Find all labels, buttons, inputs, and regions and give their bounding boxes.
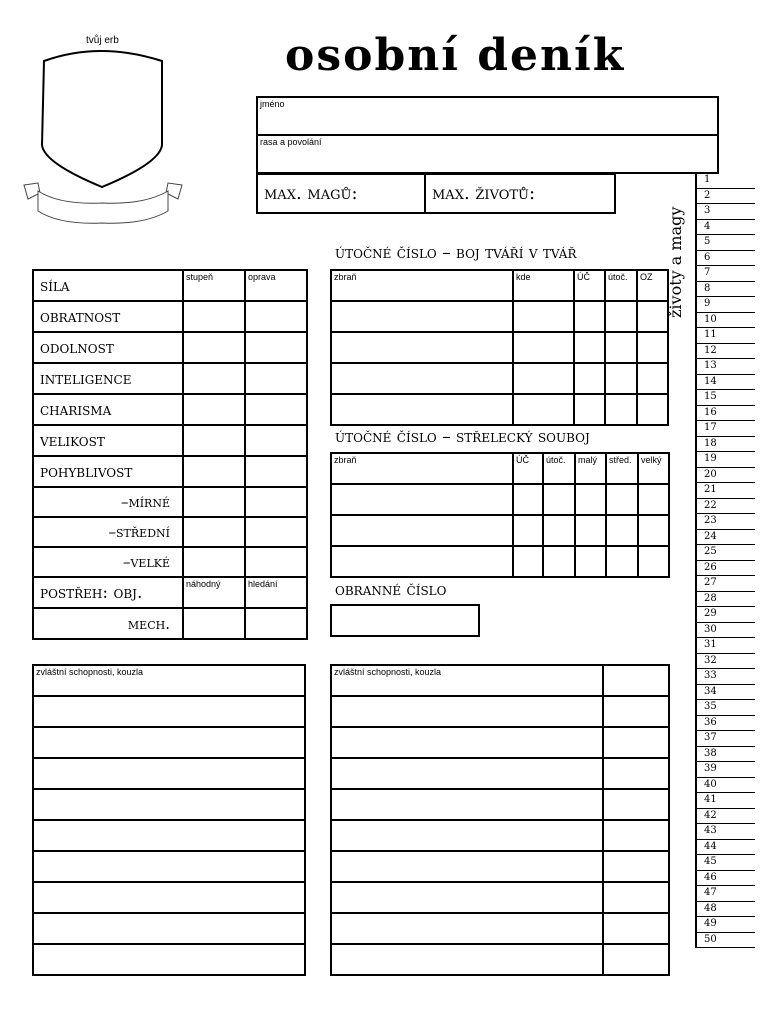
ability-cell[interactable]: [603, 944, 669, 975]
hp-track-cell[interactable]: 13: [697, 359, 755, 375]
ability-cell[interactable]: [603, 665, 669, 696]
melee-cell[interactable]: [637, 301, 668, 332]
attr-label: odolnost: [33, 332, 183, 363]
melee-cell[interactable]: [331, 332, 513, 363]
melee-cell[interactable]: [574, 301, 605, 332]
ability-cell[interactable]: [603, 851, 669, 882]
max-mana-label: max. magů:: [264, 183, 358, 204]
col-header: kde: [513, 270, 574, 301]
ranged-cell[interactable]: [513, 515, 543, 546]
hp-track: [695, 173, 755, 948]
ranged-cell[interactable]: [513, 484, 543, 515]
hp-track-cell[interactable]: 21: [697, 483, 755, 499]
hp-track-cell[interactable]: 14: [697, 375, 755, 391]
hp-track-cell[interactable]: 31: [697, 638, 755, 654]
attr-label: postřeh: obj.: [33, 577, 183, 608]
ability-row[interactable]: [331, 696, 603, 727]
ability-cell[interactable]: [603, 913, 669, 944]
col-header: útoč.: [543, 453, 575, 484]
melee-cell[interactable]: [513, 394, 574, 425]
ranged-title: útočné číslo – střelecký souboj: [335, 427, 590, 447]
hp-track-cell[interactable]: 49: [697, 917, 755, 933]
hp-track-cell[interactable]: 10: [697, 313, 755, 329]
hp-track-cell[interactable]: 38: [697, 747, 755, 763]
attr-label: inteligence: [33, 363, 183, 394]
hp-track-cell[interactable]: 27: [697, 576, 755, 592]
attr-cell[interactable]: [245, 456, 307, 487]
attr-label: obratnost: [33, 301, 183, 332]
col-header: oprava: [245, 270, 307, 301]
ability-row[interactable]: [33, 727, 305, 758]
attr-cell[interactable]: [183, 301, 245, 332]
attr-label: –střední: [33, 517, 183, 547]
attr-label: –velké: [33, 547, 183, 577]
hp-track-cell[interactable]: 18: [697, 437, 755, 453]
hp-track-cell[interactable]: 23: [697, 514, 755, 530]
attr-cell[interactable]: [183, 487, 245, 517]
ability-row[interactable]: [331, 944, 603, 975]
name-label: jméno: [260, 99, 285, 109]
ranged-cell[interactable]: [575, 484, 606, 515]
hp-track-cell[interactable]: 43: [697, 824, 755, 840]
hp-track-cell[interactable]: 46: [697, 871, 755, 887]
ranged-cell[interactable]: [331, 484, 513, 515]
col-header: střed.: [606, 453, 638, 484]
attr-cell[interactable]: [245, 425, 307, 456]
col-header: ÚČ: [513, 453, 543, 484]
ability-row[interactable]: [331, 913, 603, 944]
attr-cell[interactable]: [245, 608, 307, 639]
ability-row[interactable]: [33, 882, 305, 913]
hp-track-cell[interactable]: 3: [697, 204, 755, 220]
melee-cell[interactable]: [513, 363, 574, 394]
attr-cell[interactable]: [183, 332, 245, 363]
ranged-table: [330, 452, 670, 578]
hp-track-cell[interactable]: 47: [697, 886, 755, 902]
race-label: rasa a povolání: [260, 137, 322, 147]
melee-cell[interactable]: [605, 394, 637, 425]
attr-label: síla: [33, 270, 183, 301]
abilities-right-table: [330, 664, 670, 976]
hp-track-cell[interactable]: 45: [697, 855, 755, 871]
ability-cell[interactable]: [603, 696, 669, 727]
ranged-cell[interactable]: [331, 546, 513, 577]
ability-row[interactable]: [33, 913, 305, 944]
ranged-cell[interactable]: [513, 546, 543, 577]
page-title: osobní deník: [285, 30, 626, 81]
attr-cell[interactable]: [183, 547, 245, 577]
attr-cell[interactable]: [183, 517, 245, 547]
hp-track-cell[interactable]: 11: [697, 328, 755, 344]
hp-track-cell[interactable]: 33: [697, 669, 755, 685]
ability-row[interactable]: [331, 820, 603, 851]
melee-table: [330, 269, 669, 426]
ability-row[interactable]: [331, 851, 603, 882]
ability-row[interactable]: [33, 696, 305, 727]
ability-cell[interactable]: [603, 882, 669, 913]
hp-track-cell[interactable]: 7: [697, 266, 755, 282]
ability-cell[interactable]: [603, 789, 669, 820]
ranged-cell[interactable]: [543, 515, 575, 546]
attr-label: charisma: [33, 394, 183, 425]
hp-track-cell[interactable]: 4: [697, 220, 755, 236]
melee-cell[interactable]: [331, 363, 513, 394]
attr-label: –mírné: [33, 487, 183, 517]
hp-track-cell[interactable]: 6: [697, 251, 755, 267]
hp-track-cell[interactable]: 29: [697, 607, 755, 623]
hp-track-cell[interactable]: 48: [697, 902, 755, 918]
ability-row[interactable]: [33, 851, 305, 882]
ranged-cell[interactable]: [638, 515, 669, 546]
attr-cell[interactable]: [245, 547, 307, 577]
hp-track-cell[interactable]: 17: [697, 421, 755, 437]
hp-track-cell[interactable]: 40: [697, 778, 755, 794]
ability-row[interactable]: [33, 758, 305, 789]
hp-track-cell[interactable]: 16: [697, 406, 755, 422]
crest-shield-icon: [20, 45, 190, 230]
crest-label: tvůj erb: [86, 35, 119, 46]
hp-track-cell[interactable]: 28: [697, 592, 755, 608]
col-header: náhodný: [183, 577, 245, 608]
hp-track-cell[interactable]: 32: [697, 654, 755, 670]
col-header: velký: [638, 453, 669, 484]
melee-cell[interactable]: [637, 363, 668, 394]
col-header: malý: [575, 453, 606, 484]
ranged-cell[interactable]: [543, 484, 575, 515]
hp-track-label: životy a magy: [666, 206, 685, 318]
melee-cell[interactable]: [605, 363, 637, 394]
col-header: OZ: [637, 270, 668, 301]
hp-track-cell[interactable]: 9: [697, 297, 755, 313]
hp-track-cell[interactable]: 39: [697, 762, 755, 778]
ability-row[interactable]: [331, 789, 603, 820]
melee-cell[interactable]: [574, 332, 605, 363]
hp-track-cell[interactable]: 12: [697, 344, 755, 360]
hp-track-cell[interactable]: 42: [697, 809, 755, 825]
hp-track-cell[interactable]: 37: [697, 731, 755, 747]
attr-cell[interactable]: [183, 456, 245, 487]
col-header: útoč.: [605, 270, 637, 301]
attr-cell[interactable]: [183, 363, 245, 394]
melee-cell[interactable]: [574, 363, 605, 394]
max-mana-field[interactable]: [256, 173, 426, 214]
abilities-left-table: [32, 664, 306, 976]
abilities-right-label: zvláštní schopnosti, kouzla: [331, 665, 603, 696]
hp-track-cell[interactable]: 34: [697, 685, 755, 701]
attr-cell[interactable]: [183, 425, 245, 456]
melee-cell[interactable]: [513, 301, 574, 332]
melee-cell[interactable]: [605, 332, 637, 363]
defense-field[interactable]: [330, 604, 480, 637]
melee-cell[interactable]: [331, 301, 513, 332]
hp-track-cell[interactable]: 25: [697, 545, 755, 561]
col-header: zbraň: [331, 453, 513, 484]
ranged-cell[interactable]: [606, 515, 638, 546]
hp-track-cell[interactable]: 24: [697, 530, 755, 546]
melee-cell[interactable]: [637, 332, 668, 363]
melee-title: útočné číslo – boj tváří v tvář: [335, 243, 577, 263]
hp-track-cell[interactable]: 44: [697, 840, 755, 856]
attr-cell[interactable]: [245, 332, 307, 363]
race-field[interactable]: [256, 134, 719, 174]
abilities-left-label: zvláštní schopnosti, kouzla: [33, 665, 305, 696]
col-header: ÚČ: [574, 270, 605, 301]
ranged-cell[interactable]: [606, 484, 638, 515]
hp-track-cell[interactable]: 30: [697, 623, 755, 639]
hp-track-cell[interactable]: 41: [697, 793, 755, 809]
melee-cell[interactable]: [331, 394, 513, 425]
attr-cell[interactable]: [245, 363, 307, 394]
ability-row[interactable]: [33, 820, 305, 851]
ability-row[interactable]: [33, 789, 305, 820]
name-field[interactable]: [256, 96, 719, 136]
ranged-cell[interactable]: [575, 546, 606, 577]
ability-row[interactable]: [331, 758, 603, 789]
attr-cell[interactable]: [245, 487, 307, 517]
hp-track-cell[interactable]: 26: [697, 561, 755, 577]
hp-track-cell[interactable]: 22: [697, 499, 755, 515]
attr-cell[interactable]: [245, 517, 307, 547]
max-hp-label: max. životů:: [432, 183, 536, 204]
attr-label: pohyblivost: [33, 456, 183, 487]
ranged-cell[interactable]: [331, 515, 513, 546]
hp-track-cell[interactable]: 5: [697, 235, 755, 251]
melee-cell[interactable]: [605, 301, 637, 332]
hp-track-cell[interactable]: 35: [697, 700, 755, 716]
hp-track-cell[interactable]: 1: [697, 173, 755, 189]
ranged-cell[interactable]: [638, 484, 669, 515]
attr-cell[interactable]: [183, 394, 245, 425]
ranged-cell[interactable]: [575, 515, 606, 546]
melee-cell[interactable]: [574, 394, 605, 425]
melee-cell[interactable]: [637, 394, 668, 425]
col-header: zbraň: [331, 270, 513, 301]
hp-track-cell[interactable]: 19: [697, 452, 755, 468]
ranged-cell[interactable]: [638, 546, 669, 577]
hp-track-cell[interactable]: 20: [697, 468, 755, 484]
defense-title: obranné číslo: [335, 580, 447, 600]
attributes-table: [32, 269, 308, 640]
ability-row[interactable]: [331, 727, 603, 758]
hp-track-cell[interactable]: 8: [697, 282, 755, 298]
col-header: stupeň: [183, 270, 245, 301]
ability-cell[interactable]: [603, 758, 669, 789]
ability-cell[interactable]: [603, 727, 669, 758]
melee-cell[interactable]: [513, 332, 574, 363]
ability-row[interactable]: [33, 944, 305, 975]
ranged-cell[interactable]: [606, 546, 638, 577]
attr-cell[interactable]: [183, 608, 245, 639]
col-header: hledání: [245, 577, 307, 608]
attr-label: mech.: [33, 608, 183, 639]
hp-track-cell[interactable]: 15: [697, 390, 755, 406]
hp-track-cell[interactable]: 2: [697, 189, 755, 205]
hp-track-cell[interactable]: 36: [697, 716, 755, 732]
max-hp-field[interactable]: [424, 173, 616, 214]
hp-track-cell[interactable]: 50: [697, 933, 755, 949]
attr-cell[interactable]: [245, 394, 307, 425]
ability-cell[interactable]: [603, 820, 669, 851]
ranged-cell[interactable]: [543, 546, 575, 577]
ability-row[interactable]: [331, 882, 603, 913]
attr-cell[interactable]: [245, 301, 307, 332]
attr-label: velikost: [33, 425, 183, 456]
